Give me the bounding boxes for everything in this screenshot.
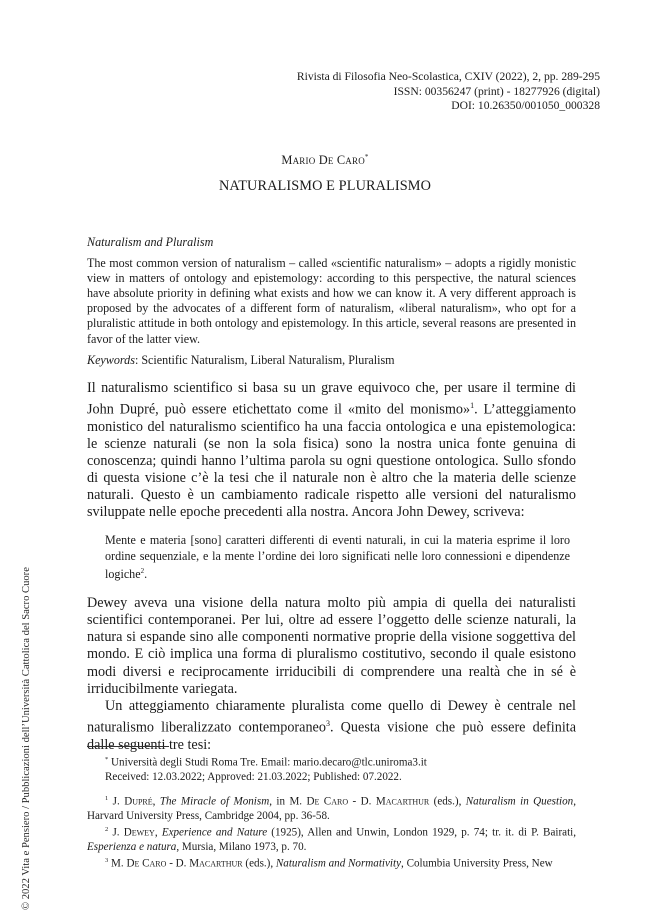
footnote-dates: Received: 12.03.2022; Approved: 21.03.2022; Published: 07.2022. xyxy=(105,770,402,783)
abstract-body: The most common version of naturalism – called «scientific naturalism» – adopts a rigidly monistic view in matters of ontology and epistemology: according to this perspective, the natural sciences have absolute priority in defining what exists and how we can know it. A very different approach is proposed by the advocates of a different form of naturalism, «liberal naturalism», who opt for a pluralistic attitude in both ontology and epistemology. In this article, several reasons are presented in favor of the latter view. xyxy=(87,256,576,346)
affiliation-text: Università degli Studi Roma Tre. Email: mario.decaro@tlc.uniroma3.it xyxy=(111,756,427,769)
quote-text: Mente e materia [sono] caratteri differenti di eventi naturali, in cui la materia esprime il loro ordine sequenziale, e la mente l’ordine dei loro significati nelle loro connessioni e dipendenze logiche xyxy=(105,533,570,581)
footnote-2 xyxy=(87,823,576,854)
keywords-list: : Scientific Naturalism, Liberal Naturalism, Pluralism xyxy=(134,352,395,367)
doi-line: DOI: 10.26350/001050_000328 xyxy=(451,99,600,112)
p3-text-b: . Questa visione che può essere definita dalle seguenti tre tesi: xyxy=(87,719,576,753)
journal-header xyxy=(297,70,600,114)
footnote-3 xyxy=(87,854,576,871)
author-name-text: Mario De Caro xyxy=(281,153,365,168)
main-text xyxy=(87,380,576,754)
keywords-label: Keywords xyxy=(87,352,135,367)
footnote-ref-1: 1 xyxy=(470,401,475,411)
fn3-part-c: (eds.), xyxy=(242,857,276,870)
p1-text-b: . L’atteggiamento monistico del naturalismo scientifico ha una faccia ontologica e una epistemologica: le scienze naturali (se non la sola fisica) sono la nostra unica fonte genuina di conoscenza; quindi hanno l’ultima parola su ogni questione ontologica. Sullo sfondo di questa visione c’è la tesi che il naturale non è altro che la materia delle scienze naturali. Questo è un cambiamento radicale rispetto alle versioni del naturalismo sviluppate nelle epoche precedenti alla nostra. Ancora John Dewey, scriveva: xyxy=(87,401,576,521)
fn2-part-c: (1925), Allen and Unwin, London 1929, p. 74; tr. it. di P. Bairati, xyxy=(267,826,577,839)
body-paragraph-1 xyxy=(87,380,576,521)
fn1-part-b: , xyxy=(152,795,160,808)
fn1-editor-1: De Caro xyxy=(306,795,349,808)
fn3-part-d: , Columbia University Press, New xyxy=(401,857,553,870)
fn1-part-c: , in M. xyxy=(269,795,307,808)
fn2-part-b: , xyxy=(154,826,162,839)
footnote-1-number: 1 xyxy=(105,795,109,803)
fn1-part-f: , Harvard University Press, Cambridge 2004, pp. 36-58. xyxy=(87,795,576,822)
footnote-ref-2: 2 xyxy=(140,566,145,575)
fn3-part-a: M. xyxy=(111,857,127,870)
fn1-author: Dupré xyxy=(124,795,153,808)
keywords-line xyxy=(87,353,576,368)
abstract-section xyxy=(87,235,576,368)
footnote-affiliation xyxy=(87,753,576,770)
p3-text-a: Un atteggiamento chiaramente pluralista come quello di Dewey è centrale nel naturalismo liberalizzato contemporaneo xyxy=(87,697,576,736)
copyright-text: © 2022 Vita e Pensiero / Pubblicazioni dell’Università Cattolica del Sacro Cuore xyxy=(21,567,32,910)
footnote-divider xyxy=(87,746,169,747)
fn1-editor-2: Macarthur xyxy=(375,795,430,808)
fn3-part-b: - D. xyxy=(166,857,190,870)
fn3-editor-2: Macarthur xyxy=(189,857,243,870)
quote-end: . xyxy=(144,566,148,581)
fn2-translation-title: Esperienza e natura xyxy=(87,841,177,854)
fn2-part-a: J. xyxy=(112,826,124,839)
footnotes-section xyxy=(87,753,576,871)
fn3-editor-1: De Caro xyxy=(126,857,167,870)
footnote-3-number: 3 xyxy=(105,857,109,865)
p1-text-a: Il naturalismo scientifico si basa su un grave equivoco che, per usare il termine di John Dupré, può essere etichettato come il «mito del monismo» xyxy=(87,380,576,418)
footnote-ref-3: 3 xyxy=(325,718,330,728)
article-title: NATURALISMO E PLURALISMO xyxy=(218,178,432,194)
block-quote xyxy=(105,533,570,582)
fn1-book: Naturalism in Question xyxy=(465,795,574,808)
body-paragraph-2: Dewey aveva una visione della natura molto più ampia di quella dei naturalisti scientifici contemporanei. Per lui, oltre ad essere l’oggetto delle scienze naturali, la natura si espande sino alle componenti normative proprie della visione soggettiva del mondo. E ciò implica una forma di pluralismo costitutivo, secondo il quale esistono modi diversi e reciprocamente irriducibili di comprendere una realtà che in sé è irriducibilmente variegata. xyxy=(87,595,576,697)
fn1-part-e: (eds.), xyxy=(429,795,466,808)
fn1-title: The Miracle of Monism xyxy=(159,795,270,808)
footnote-star-mark: * xyxy=(105,756,109,763)
fn1-part-d: - D. xyxy=(348,795,376,808)
author-footnote-mark: * xyxy=(364,153,369,161)
journal-citation: Rivista di Filosofia Neo-Scolastica, CXIV (2022), 2, pp. 289-295 xyxy=(296,70,600,83)
footnote-2-number: 2 xyxy=(105,826,109,834)
abstract-title: Naturalism and Pluralism xyxy=(87,235,214,249)
copyright-sidebar xyxy=(21,490,32,910)
author-name xyxy=(0,153,650,168)
fn2-author: Dewey xyxy=(123,826,155,839)
footnote-spacer xyxy=(87,784,576,792)
fn2-part-d: , Mursia, Milano 1973, p. 70. xyxy=(176,841,307,854)
fn3-title: Naturalism and Normativity xyxy=(275,857,402,870)
fn1-part-a: J. xyxy=(112,795,125,808)
issn-line: ISSN: 00356247 (print) - 18277926 (digital) xyxy=(393,84,600,98)
fn2-title: Experience and Nature xyxy=(161,826,268,839)
footnote-1 xyxy=(87,792,576,823)
